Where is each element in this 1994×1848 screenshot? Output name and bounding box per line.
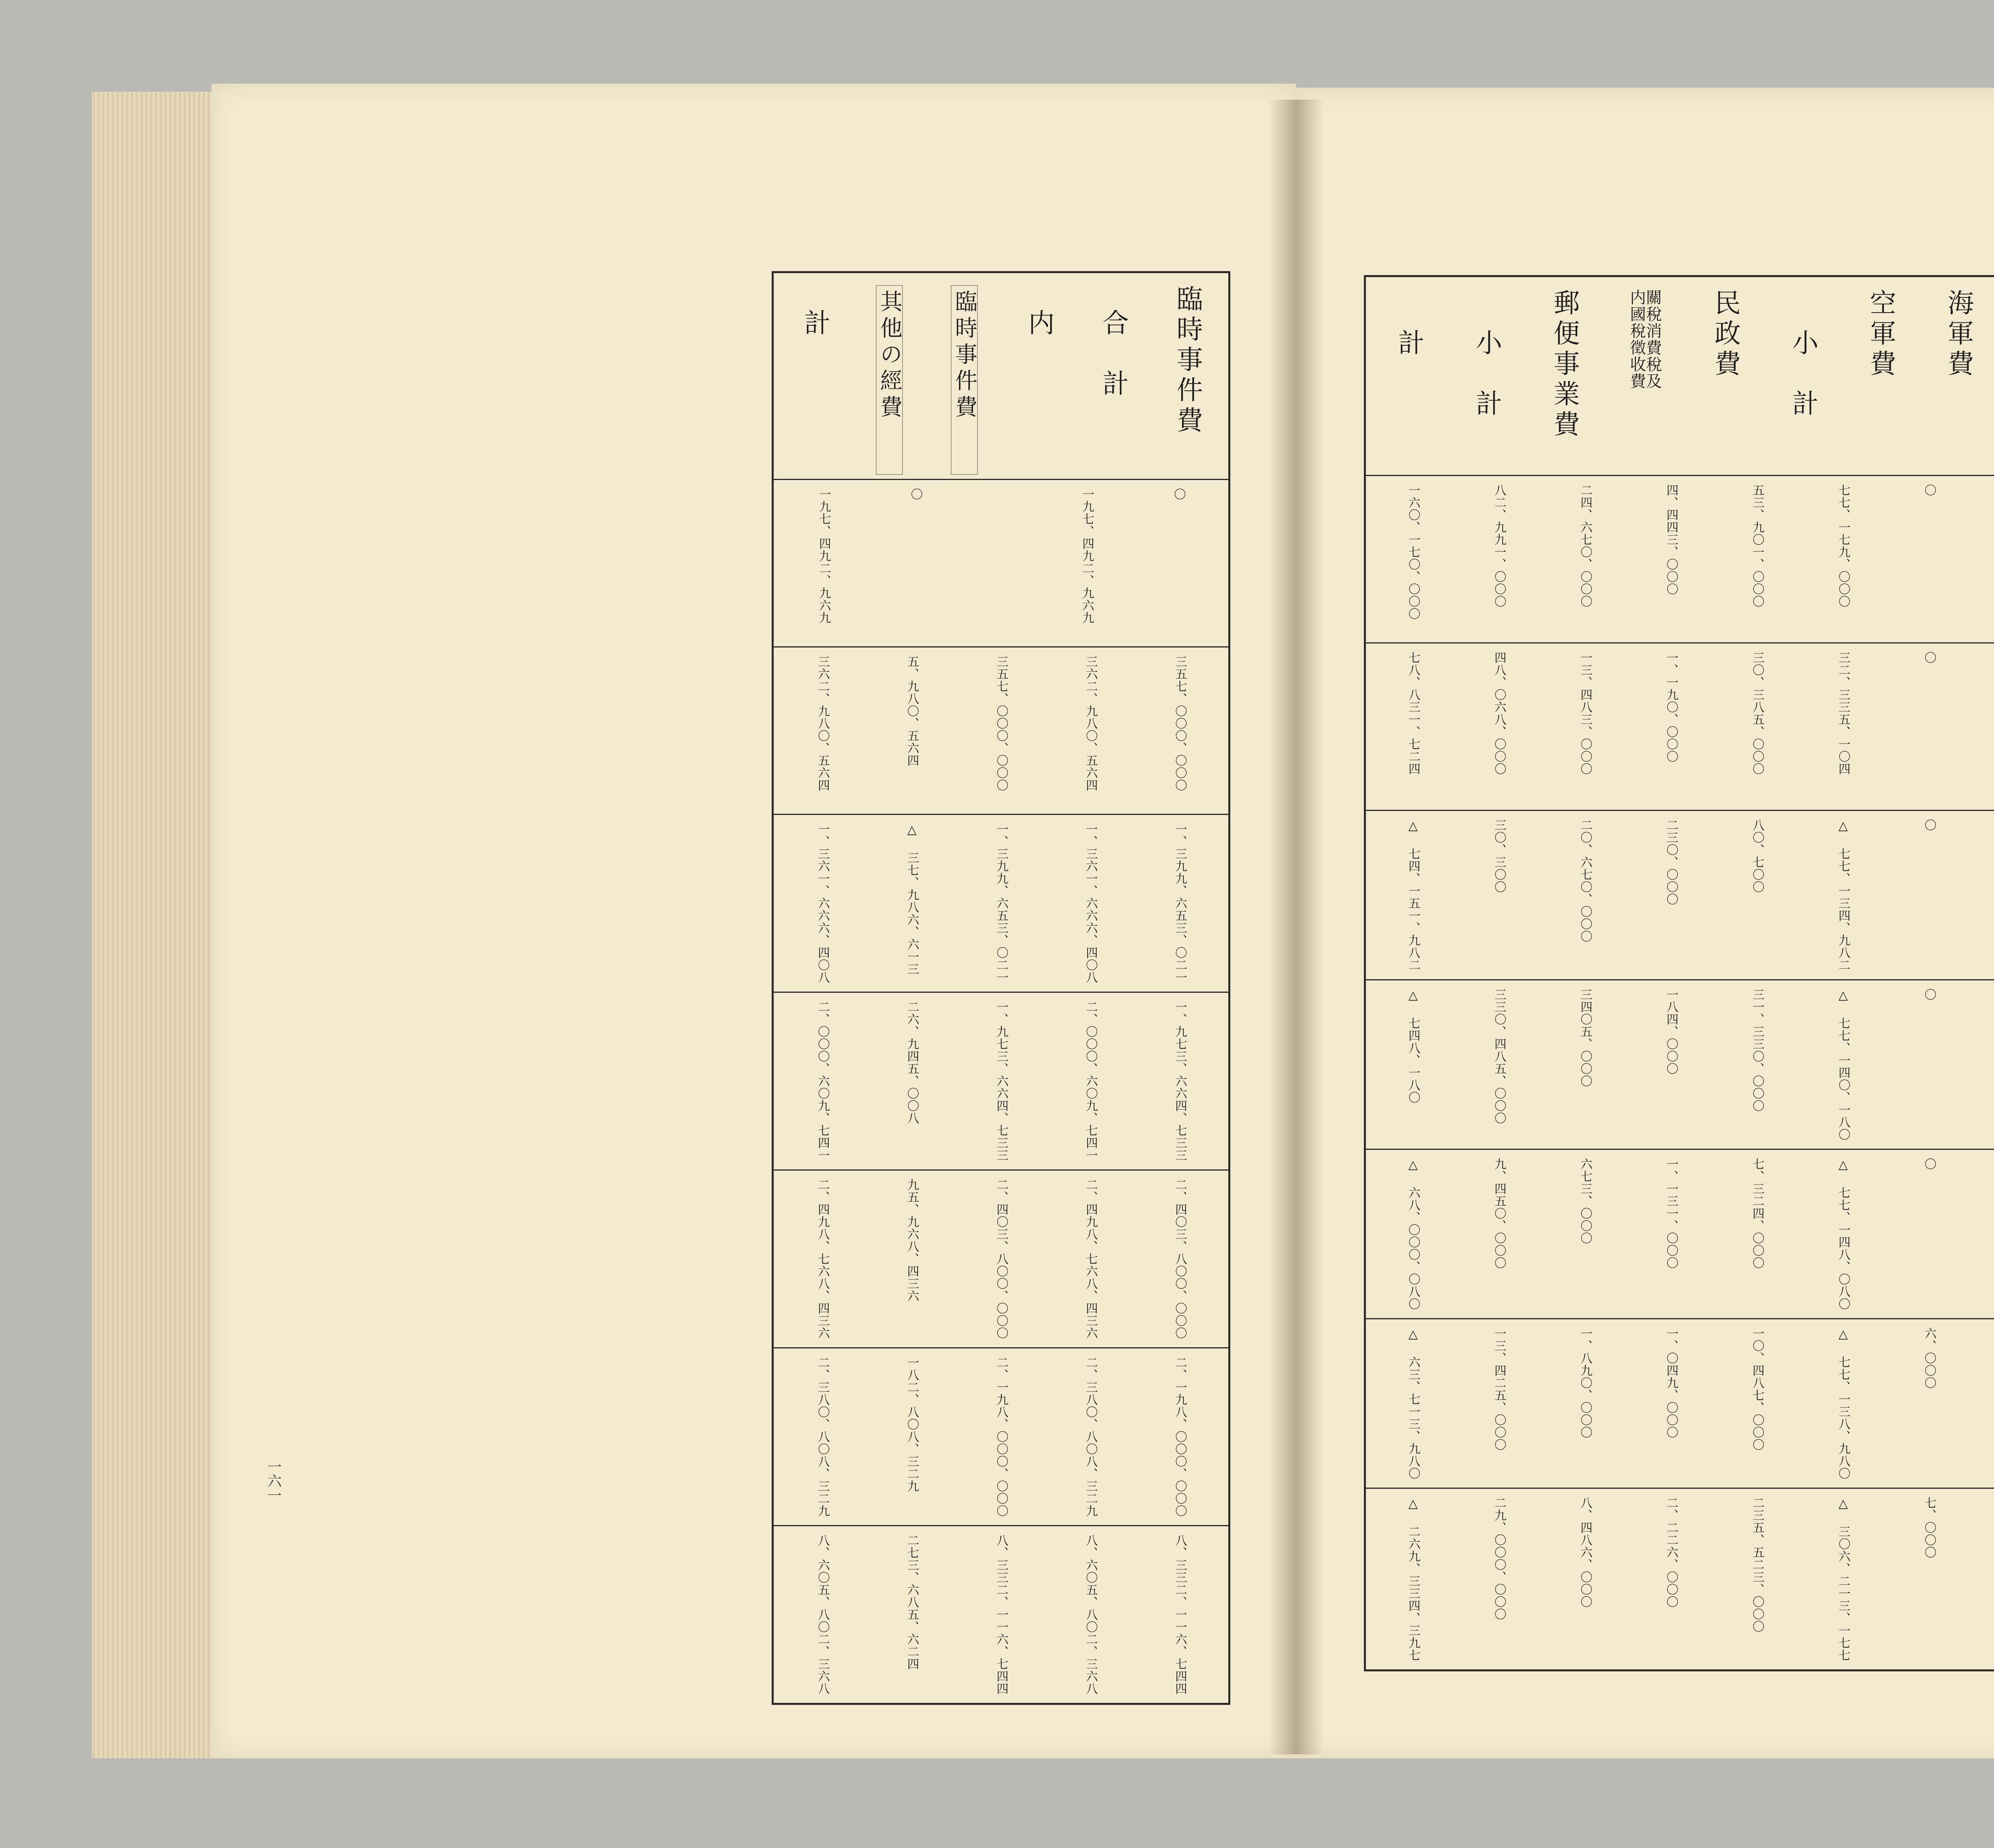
table-value: 〇 [1922,651,1936,664]
book-gutter [1268,100,1324,1754]
bleed-through-text [558,478,593,1515]
left-page-number: 一六一 [265,1459,282,1502]
table-value: 五、九八〇、五六四 [905,655,919,767]
table-value: 三〇、三八五、〇〇〇 [1750,651,1764,775]
right-value-group [1366,1150,1994,1318]
row-label: 臨時事件費 [951,285,978,475]
table-value: 一、〇四九、〇〇〇 [1664,1327,1678,1439]
row-label: 合 計 [1098,309,1129,400]
table-value: 一三、四二五、〇〇〇 [1492,1327,1506,1451]
table-value: 一〇、四八七、〇〇〇 [1750,1327,1764,1451]
row-label: 空軍費 [1865,289,1896,380]
left-year-row [773,815,1230,992]
left-value-cell [773,1348,1230,1526]
table-value: 八、三三二、一一六、七四四 [994,1534,1008,1695]
left-year-row [773,1170,1230,1348]
right-value-cell [1365,1319,1994,1488]
table-value: 二三〇、〇〇〇 [1664,819,1678,905]
right-year-row [1365,1488,1994,1671]
right-year-row [1365,476,1994,643]
table-value: 二、四〇三、八〇〇、〇〇〇 [994,1179,1008,1339]
right-value-group [1366,811,1994,979]
table-value: 二、二二六、〇〇〇 [1664,1497,1678,1608]
table-value: 〇 [1922,484,1936,496]
table-value: 一、一三一、〇〇〇 [1664,1158,1678,1269]
row-label: 民政費 [1710,289,1741,380]
table-value: 二、一九八、〇〇〇、〇〇〇 [994,1356,1008,1517]
table-value: 四八、〇六八、〇〇〇 [1492,651,1506,775]
table-value: 六、〇〇〇 [1922,1327,1936,1389]
left-year-row [773,647,1230,815]
left-label-group [774,273,1228,479]
table-value: 七、三二四、〇〇〇 [1750,1158,1764,1269]
table-value: 一九七、四九二、九六九 [1080,488,1094,624]
right-value-cell [1365,643,1994,811]
table-value: 三二、三三五、一〇四 [1836,651,1850,775]
table-value: 二、三八〇、八〇八、三二九 [816,1356,830,1517]
table-value: △ 六八、〇〇〇、〇八〇 [1406,1158,1420,1310]
right-value-group [1366,644,1994,810]
table-value: 九五、九六八、四三六 [905,1179,919,1302]
table-value: 二三五、五二三、〇〇〇 [1750,1497,1764,1633]
table-value: 一、三六一、六六六、四〇八 [816,823,830,984]
table-value: 一八四、〇〇〇 [1664,988,1678,1075]
row-label: 關稅消費稅及内國稅徵收費 [1627,289,1662,390]
table-value: 一、三六一、六六六、四〇八 [1084,823,1097,984]
table-value: 二、四〇三、八〇〇、〇〇〇 [1173,1179,1187,1339]
left-value-cell [773,815,1230,992]
table-value: △ 六三、七一三、九八〇 [1406,1327,1420,1480]
right-year-row [1365,1149,1994,1319]
left-year-row [773,992,1230,1170]
table-value: △ 三〇六、二一三、一七七 [1836,1497,1850,1661]
left-value-cell [773,1526,1230,1704]
right-value-group [1366,1319,1994,1488]
table-value: 七八、八三一、七二四 [1406,651,1420,775]
table-value: 二七三、六八五、六二四 [905,1534,919,1670]
table-value: 一、三九九、六五三、〇二一 [1173,823,1187,984]
table-value: 〇 [908,488,922,500]
table-value: 二、一九八、〇〇〇、〇〇〇 [1173,1356,1187,1517]
right-header-row [1365,276,1994,476]
left-year-row [773,480,1230,647]
table-value: 二、三八〇、八〇八、三二九 [1084,1356,1097,1517]
right-value-cell [1365,476,1994,643]
row-label: 小 計 [1471,329,1502,420]
row-label: 郵便事業費 [1549,289,1580,441]
table-value: △ 七七、一四八、〇八〇 [1836,1158,1850,1310]
table-value: △ 七七、一三四、九八二 [1836,819,1850,971]
right-value-group [1366,1489,1994,1669]
table-value: 三六二、九八〇、五六四 [1084,655,1097,791]
row-label: 臨時事件費 [1172,285,1203,437]
left-value-cell [773,480,1230,647]
row-label: 計 [800,309,830,339]
table-value: 三三〇、四八五、〇〇〇 [1492,988,1506,1124]
table-value: 三四〇五、〇〇〇 [1578,988,1592,1087]
right-value-group [1366,980,1994,1149]
table-value: 三五七、〇〇〇、〇〇〇 [1173,655,1187,791]
row-label: 小 計 [1787,329,1819,420]
right-ledger-table [1364,275,1994,1671]
table-value: 七七、一七九、〇〇〇 [1836,484,1850,608]
table-value: △ 七七、一四〇、一八〇 [1836,988,1850,1141]
left-value-group [774,1171,1228,1347]
row-label: 内 [1024,309,1054,339]
left-page-edge [92,92,219,1758]
right-year-row [1365,1319,1994,1488]
right-label-cell [1365,276,1994,476]
table-value: 〇 [1922,1158,1936,1170]
table-value: 八、三三二、一一六、七四四 [1173,1534,1187,1695]
left-value-group [774,993,1228,1169]
table-value: 八〇、七〇〇 [1750,819,1764,893]
table-value: 三一、三三〇、〇〇〇 [1750,988,1764,1112]
table-value: 一三、四八三、〇〇〇 [1578,651,1592,775]
table-value: △ 二六九、三三四、三九七 [1406,1497,1420,1661]
table-value: 一、一九〇、〇〇〇 [1664,651,1678,763]
table-value: 一六〇、一七〇、〇〇〇 [1406,484,1420,620]
left-year-row [773,1526,1230,1704]
table-value: 二六、九四五、〇〇八 [905,1001,919,1124]
right-year-row [1365,980,1994,1149]
left-ledger-table [772,271,1230,1705]
left-value-group [774,815,1228,992]
table-value: 二、四九八、七六八、四三六 [816,1179,830,1339]
table-value: 八、四八六、〇〇〇 [1578,1497,1592,1608]
table-value: 八、六〇五、八〇二、三六八 [816,1534,830,1695]
right-label-group [1366,277,1994,475]
table-value: △ 七七、一三八、九八〇 [1836,1327,1850,1480]
left-header-row [773,272,1230,480]
table-value: 八二、九九一、〇〇〇 [1492,484,1506,608]
row-label: 海軍費 [1943,289,1974,380]
table-value: 二九、〇〇〇、〇〇〇 [1492,1497,1506,1620]
table-value: 二、〇〇〇、六〇九、七四一 [1084,1001,1097,1161]
right-year-row [1365,643,1994,811]
table-value: 四、四四三、〇〇〇 [1664,484,1678,595]
table-value: 七、〇〇〇 [1922,1497,1936,1559]
table-value: 三〇、三〇〇 [1492,819,1506,893]
left-year-row [773,1348,1230,1526]
left-value-group [774,647,1228,814]
table-value: 一、三九九、六五三、〇二一 [994,823,1008,984]
table-value: 三五七、〇〇〇、〇〇〇 [994,655,1008,791]
table-value: 一九七、四九二、九六九 [817,488,831,624]
table-value: 一、八九〇、〇〇〇 [1578,1327,1592,1439]
table-value: 二四、六七〇、〇〇〇 [1578,484,1592,608]
left-value-group [774,1348,1228,1525]
right-year-row [1365,811,1994,980]
left-value-cell [773,1170,1230,1348]
table-value: 六七三、〇〇〇 [1578,1158,1592,1244]
row-label: 其他の經費 [876,285,903,475]
table-value: 二〇、六七〇、〇〇〇 [1578,819,1592,943]
right-value-group [1366,476,1994,642]
left-value-cell [773,992,1230,1170]
right-value-cell [1365,1488,1994,1671]
table-value: △ 三七、九八六、六一三 [905,823,919,975]
table-value: 〇 [1922,988,1936,1001]
left-label-cell [773,272,1230,480]
left-value-group [774,480,1228,646]
table-value: 八、六〇五、八〇二、三六八 [1084,1534,1097,1695]
right-value-cell [1365,1149,1994,1319]
table-value: 〇 [1922,819,1936,831]
table-value: △ 七四、一五一、九八二 [1406,819,1420,971]
left-value-group [774,1526,1228,1703]
table-value: 一八二、八〇八、三二九 [905,1356,919,1492]
right-value-cell [1365,811,1994,980]
table-value: 一、九七三、六六四、七三三 [1173,1001,1187,1161]
table-value: 三六二、九八〇、五六四 [816,655,830,791]
table-value: 一、九七三、六六四、七三三 [994,1001,1008,1161]
left-value-cell [773,647,1230,815]
row-label: 計 [1393,329,1425,359]
table-value: 〇 [1172,488,1186,500]
table-value: 九、四五〇、〇〇〇 [1492,1158,1506,1269]
right-value-cell [1365,980,1994,1149]
table-value: 二、〇〇〇、六〇九、七四一 [816,1001,830,1161]
table-value: 二、四九八、七六八、四三六 [1084,1179,1097,1339]
table-value: 五三、九〇一、〇〇〇 [1750,484,1764,608]
table-value: △ 七四八、一八〇 [1406,988,1420,1104]
